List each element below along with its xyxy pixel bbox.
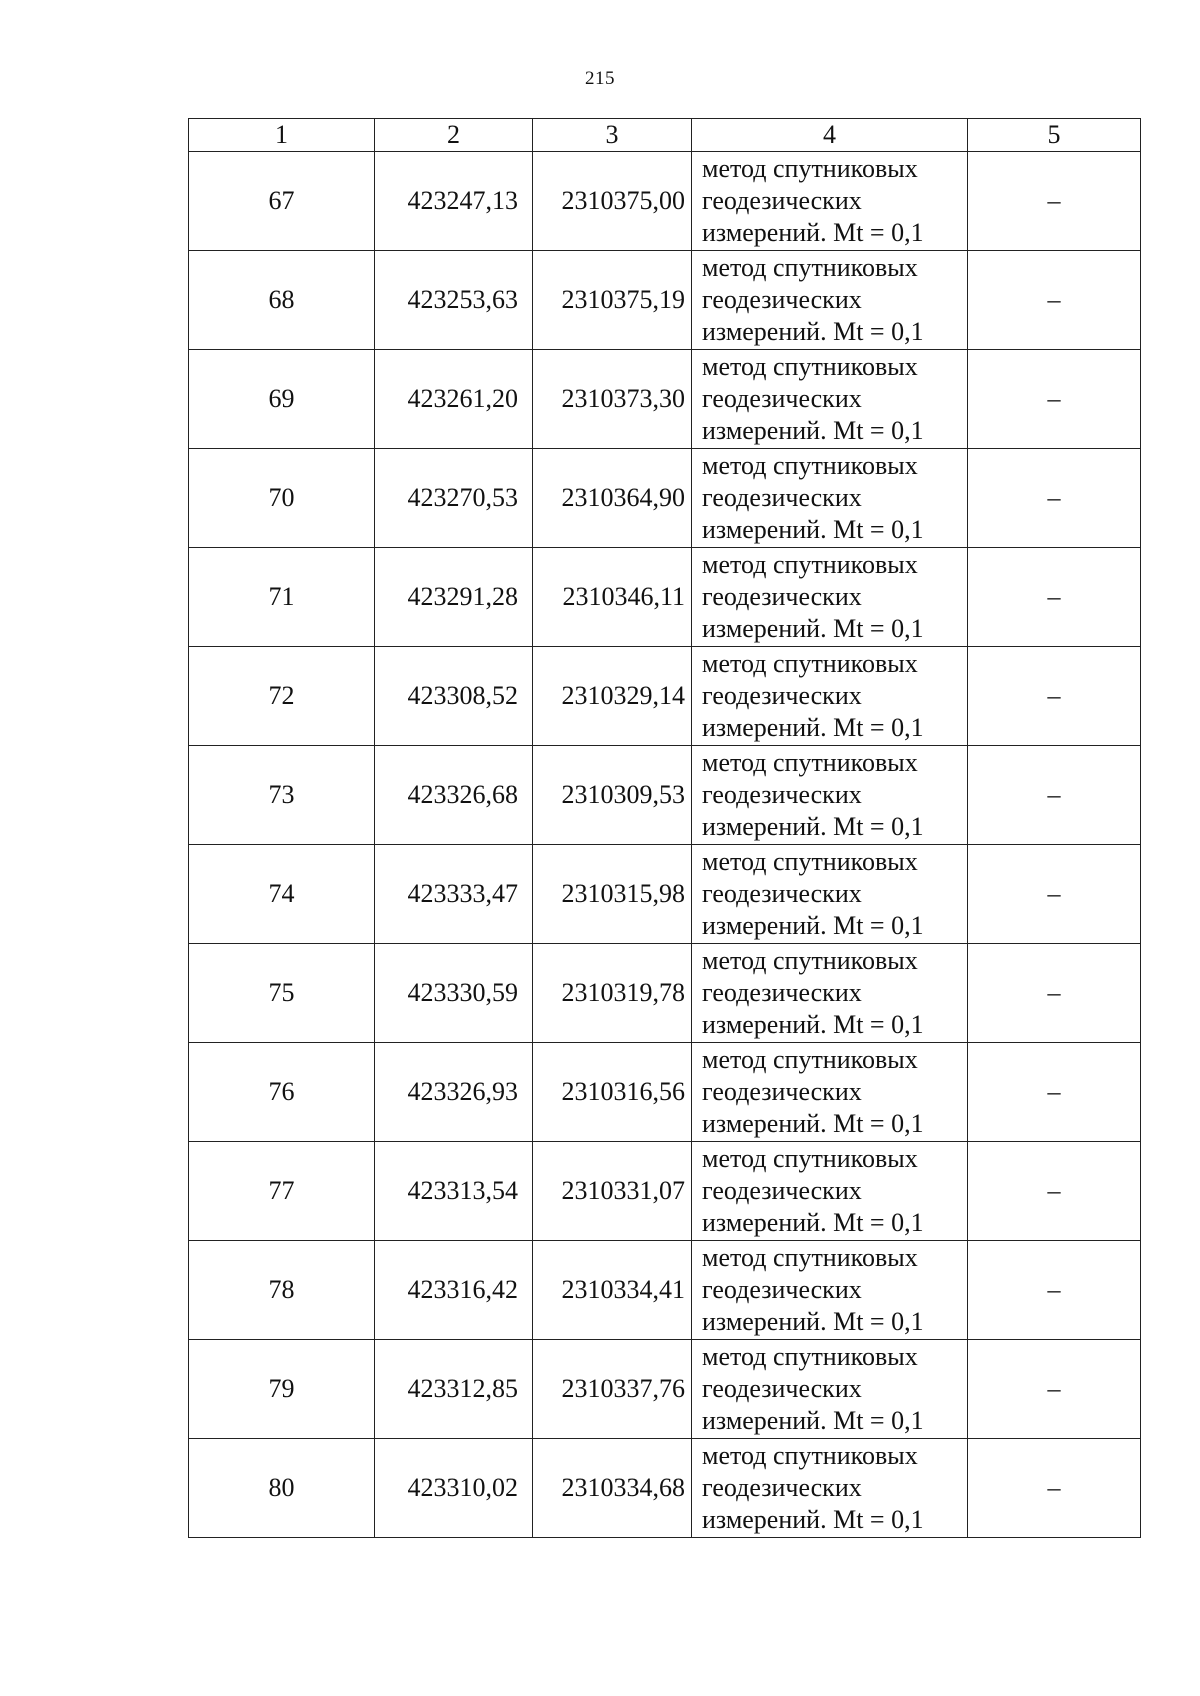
method-line: измерений. Mt = 0,1 [702,1010,924,1039]
x-coordinate-cell: 423312,85 [375,1340,533,1439]
method-cell [692,548,968,647]
table-body [189,152,1141,1538]
method-cell [692,647,968,746]
y-coordinate-cell: 2310375,00 [533,152,692,251]
y-coordinate-cell: 2310337,76 [533,1340,692,1439]
table-row [189,647,1141,746]
x-coordinate-cell: 423313,54 [375,1142,533,1241]
method-line: метод спутниковых [702,451,918,480]
y-coordinate-cell: 2310331,07 [533,1142,692,1241]
x-coordinate-cell: 423316,42 [375,1241,533,1340]
method-line: геодезических [702,186,862,215]
point-number-cell: 78 [189,1241,375,1340]
method-line: измерений. Mt = 0,1 [702,515,924,544]
table-row [189,1439,1141,1538]
method-cell [692,1340,968,1439]
method-line: геодезических [702,285,862,314]
method-line: геодезических [702,780,862,809]
table-row [189,944,1141,1043]
note-cell: – [968,350,1141,449]
method-line: метод спутниковых [702,1045,918,1074]
x-coordinate-cell: 423326,68 [375,746,533,845]
point-number-cell: 75 [189,944,375,1043]
method-line: измерений. Mt = 0,1 [702,911,924,940]
x-coordinate-cell: 423291,28 [375,548,533,647]
method-line: геодезических [702,483,862,512]
column-header-2: 2 [375,119,533,152]
point-number-cell: 67 [189,152,375,251]
method-line: метод спутниковых [702,1144,918,1173]
method-line: метод спутниковых [702,1342,918,1371]
method-line: измерений. Mt = 0,1 [702,1208,924,1237]
x-coordinate-cell: 423247,13 [375,152,533,251]
note-cell: – [968,1043,1141,1142]
method-line: метод спутниковых [702,847,918,876]
method-cell [692,449,968,548]
point-number-cell: 72 [189,647,375,746]
y-coordinate-cell: 2310373,30 [533,350,692,449]
method-line: метод спутниковых [702,550,918,579]
y-coordinate-cell: 2310334,41 [533,1241,692,1340]
table-row [189,845,1141,944]
y-coordinate-cell: 2310316,56 [533,1043,692,1142]
method-line: измерений. Mt = 0,1 [702,1109,924,1138]
method-line: измерений. Mt = 0,1 [702,416,924,445]
y-coordinate-cell: 2310375,19 [533,251,692,350]
method-line: метод спутниковых [702,1243,918,1272]
note-cell: – [968,449,1141,548]
table-row [189,1340,1141,1439]
method-line: геодезических [702,1077,862,1106]
method-line: метод спутниковых [702,154,918,183]
column-header-4: 4 [692,119,968,152]
y-coordinate-cell: 2310334,68 [533,1439,692,1538]
method-line: измерений. Mt = 0,1 [702,1406,924,1435]
note-cell: – [968,548,1141,647]
y-coordinate-cell: 2310346,11 [533,548,692,647]
table-row [189,251,1141,350]
table-header-row [189,119,1141,152]
method-line: измерений. Mt = 0,1 [702,713,924,742]
page-number: 215 [585,68,615,89]
point-number-cell: 80 [189,1439,375,1538]
column-header-5: 5 [968,119,1141,152]
x-coordinate-cell: 423253,63 [375,251,533,350]
method-line: измерений. Mt = 0,1 [702,317,924,346]
method-line: геодезических [702,681,862,710]
table-row [189,449,1141,548]
method-cell [692,251,968,350]
point-number-cell: 70 [189,449,375,548]
x-coordinate-cell: 423270,53 [375,449,533,548]
y-coordinate-cell: 2310364,90 [533,449,692,548]
method-line: геодезических [702,1176,862,1205]
method-line: измерений. Mt = 0,1 [702,218,924,247]
method-line: метод спутниковых [702,253,918,282]
x-coordinate-cell: 423261,20 [375,350,533,449]
note-cell: – [968,647,1141,746]
method-line: геодезических [702,879,862,908]
x-coordinate-cell: 423330,59 [375,944,533,1043]
note-cell: – [968,251,1141,350]
note-cell: – [968,152,1141,251]
method-cell [692,1241,968,1340]
point-number-cell: 69 [189,350,375,449]
note-cell: – [968,1340,1141,1439]
note-cell: – [968,1142,1141,1241]
column-header-3: 3 [533,119,692,152]
method-line: метод спутниковых [702,946,918,975]
method-line: измерений. Mt = 0,1 [702,1307,924,1336]
method-cell [692,944,968,1043]
table-row [189,1142,1141,1241]
y-coordinate-cell: 2310309,53 [533,746,692,845]
x-coordinate-cell: 423308,52 [375,647,533,746]
table-row [189,1043,1141,1142]
y-coordinate-cell: 2310329,14 [533,647,692,746]
y-coordinate-cell: 2310315,98 [533,845,692,944]
point-number-cell: 76 [189,1043,375,1142]
note-cell: – [968,944,1141,1043]
coordinates-table [188,118,1141,1538]
method-line: метод спутниковых [702,1441,918,1470]
note-cell: – [968,746,1141,845]
method-cell [692,350,968,449]
method-cell [692,1142,968,1241]
method-line: геодезических [702,582,862,611]
method-line: геодезических [702,1473,862,1502]
point-number-cell: 74 [189,845,375,944]
note-cell: – [968,1439,1141,1538]
method-line: метод спутниковых [702,352,918,381]
x-coordinate-cell: 423333,47 [375,845,533,944]
method-line: метод спутниковых [702,748,918,777]
method-line: геодезических [702,978,862,1007]
table-row [189,746,1141,845]
method-cell [692,1043,968,1142]
x-coordinate-cell: 423310,02 [375,1439,533,1538]
x-coordinate-cell: 423326,93 [375,1043,533,1142]
point-number-cell: 79 [189,1340,375,1439]
point-number-cell: 77 [189,1142,375,1241]
method-line: геодезических [702,1275,862,1304]
method-line: измерений. Mt = 0,1 [702,812,924,841]
point-number-cell: 68 [189,251,375,350]
method-line: метод спутниковых [702,649,918,678]
method-line: геодезических [702,384,862,413]
method-line: измерений. Mt = 0,1 [702,614,924,643]
note-cell: – [968,845,1141,944]
table-row [189,1241,1141,1340]
point-number-cell: 73 [189,746,375,845]
method-cell [692,152,968,251]
method-line: геодезических [702,1374,862,1403]
method-cell [692,1439,968,1538]
table-row [189,350,1141,449]
table-row [189,548,1141,647]
y-coordinate-cell: 2310319,78 [533,944,692,1043]
point-number-cell: 71 [189,548,375,647]
method-cell [692,845,968,944]
method-line: измерений. Mt = 0,1 [702,1505,924,1534]
note-cell: – [968,1241,1141,1340]
column-header-1: 1 [189,119,375,152]
table-row [189,152,1141,251]
method-cell [692,746,968,845]
